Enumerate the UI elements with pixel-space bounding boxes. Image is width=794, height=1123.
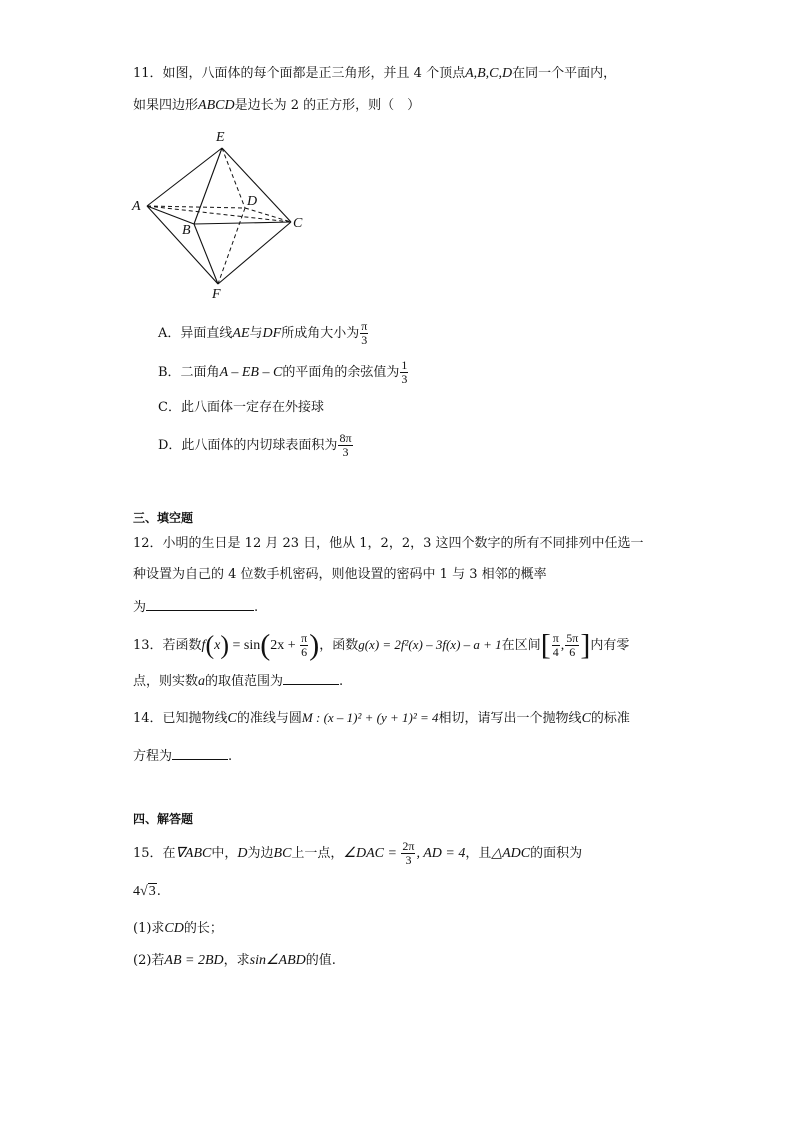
- q15-sub1-text2: 的长；: [183, 921, 223, 936]
- q15-sub1: [133, 919, 223, 939]
- option-a-text3: 所成角大小为: [281, 326, 360, 341]
- q15-line2: 4√3.: [133, 884, 161, 899]
- option-d-fraction: [338, 432, 352, 459]
- frac-num: π: [361, 319, 368, 333]
- option-d-text: D．此八面体的内切球表面积为: [158, 438, 338, 453]
- q13-inner-fraction: [300, 632, 308, 659]
- frac-den: 6: [301, 645, 308, 659]
- frac-num: 1: [401, 358, 408, 372]
- option-a-fraction: [360, 320, 368, 347]
- edge-bf: [194, 224, 218, 284]
- q11-vertices: A,B,C,D: [465, 66, 513, 81]
- q13-text5: 点，则实数: [133, 674, 199, 689]
- option-a-text: A．异面直线: [158, 326, 233, 341]
- label-b: B: [182, 223, 191, 238]
- frac-num: 5π: [566, 631, 579, 645]
- frac-num: 2π: [402, 839, 415, 853]
- q15-angle: ∠DAC =: [343, 846, 401, 861]
- q13-line2: [133, 670, 343, 692]
- q14-text4: 的标准: [590, 711, 630, 726]
- q11-line1: [133, 64, 616, 84]
- option-a-var1: AE: [232, 326, 250, 341]
- edge-bc: [194, 222, 291, 224]
- edge-af: [147, 206, 218, 284]
- q11-stem-text-2: 在同一个平面内，: [512, 66, 617, 81]
- q11-option-a: [158, 318, 369, 350]
- section-header-fill-blank: 三、填空题: [133, 511, 194, 525]
- q14-text3: 相切，请写出一个抛物线: [438, 711, 582, 726]
- q11-option-b: [158, 357, 409, 389]
- edge-cf: [218, 222, 291, 284]
- option-b-text2: 的平面角的余弦值为: [282, 365, 400, 380]
- frac-num: π: [301, 631, 308, 645]
- q13-period: .: [339, 674, 344, 689]
- q15-text5: ，且: [465, 846, 492, 861]
- q12-period: .: [254, 600, 259, 615]
- q13-sin: = sin: [229, 638, 261, 653]
- q12-answer-blank[interactable]: [146, 596, 254, 611]
- q13-x: x: [214, 638, 221, 653]
- option-a-var2: DF: [262, 326, 282, 341]
- q13-text2: ，函数: [319, 638, 359, 653]
- q15-sub2-text3: 的值.: [305, 953, 336, 968]
- q15-line1: [133, 838, 582, 870]
- q14-c: C: [227, 711, 237, 726]
- option-b-text: B．二面角: [158, 365, 220, 380]
- q14-answer-blank[interactable]: [172, 745, 228, 760]
- octahedron-figure: [128, 128, 318, 303]
- q15-text6: 的面积为: [530, 846, 583, 861]
- q14-text: 14．已知抛物线: [133, 711, 228, 726]
- q15-sub2: [133, 951, 336, 971]
- q15-area-coef: 4: [133, 884, 140, 899]
- q13-g-expr: g(x) = 2f²(x) – 3f(x) – a + 1: [358, 637, 502, 652]
- q13-interval-left: [552, 632, 560, 659]
- frac-den: 6: [569, 645, 576, 659]
- q13-interval-right: [565, 632, 579, 659]
- q13-var-a: a: [198, 674, 206, 689]
- q15-text3: 为边: [247, 846, 274, 861]
- q15-triangle: ∇ABC: [175, 846, 212, 861]
- q13-inner: 2x +: [270, 638, 300, 653]
- q14-line1: [133, 708, 630, 729]
- q14-text2: 的准线与圆: [236, 711, 302, 726]
- q15-d: D: [237, 846, 248, 861]
- q12-text: 为: [133, 600, 147, 615]
- label-d: D: [247, 194, 258, 209]
- q11-stem-text-3: 如果四边形: [133, 98, 199, 113]
- q15-text: 15．在: [133, 846, 176, 861]
- option-a-text2: 与: [249, 326, 263, 341]
- q15-ab-eq: AB = 2BD: [164, 953, 224, 968]
- q15-text4: 上一点，: [291, 846, 344, 861]
- frac-den: 4: [552, 645, 559, 659]
- q11-line2: [133, 96, 420, 116]
- option-b-fraction: [400, 359, 408, 386]
- frac-num: 8π: [339, 431, 352, 445]
- label-e: E: [216, 130, 225, 145]
- q15-angle-fraction: [401, 840, 415, 867]
- q15-triangle2: △ADC: [491, 846, 531, 861]
- q14-line2: [133, 745, 232, 767]
- q13-text3: 在区间: [501, 638, 541, 653]
- q13-text6: 的取值范围为: [205, 674, 284, 689]
- frac-den: 3: [401, 372, 408, 386]
- q15-text2: 中，: [211, 846, 238, 861]
- option-b-expr: A – EB – C: [219, 365, 283, 380]
- frac-den: 3: [405, 853, 412, 867]
- label-f: F: [212, 287, 221, 302]
- q13-f: f: [201, 638, 206, 653]
- frac-den: 3: [361, 333, 368, 347]
- q14-text5: 方程为: [133, 749, 173, 764]
- q15-sin-abd: sin∠ABD: [249, 953, 306, 968]
- q12-line1: 12．小明的生日是 12 月 23 日，他从 1，2，2，3 这四个数字的所有不同排列中任选一: [133, 536, 644, 551]
- q14-period: .: [228, 749, 233, 764]
- q15-sub2-text2: ，求: [223, 953, 250, 968]
- q13-text4: 内有零: [590, 638, 630, 653]
- q13-text: 13．若函数: [133, 638, 202, 653]
- q15-bc: BC: [273, 846, 292, 861]
- q11-square-name: ABCD: [198, 98, 235, 113]
- q11-option-d: [158, 430, 354, 462]
- q15-ad: , AD = 4: [416, 846, 466, 861]
- frac-den: 3: [342, 445, 349, 459]
- q12-line2: 种设置为自己的 4 位数手机密码，则他设置的密码中 1 与 3 相邻的概率: [133, 567, 547, 582]
- q11-option-c: [158, 398, 324, 418]
- frac-num: π: [552, 631, 559, 645]
- q11-stem-text: 11．如图，八面体的每个面都是正三角形，并且 4 个顶点: [133, 66, 466, 81]
- option-c-text: C．此八面体一定存在外接球: [158, 400, 324, 415]
- q14-c2: C: [581, 711, 591, 726]
- q15-sub2-text: (2)若: [133, 953, 165, 968]
- section-header-solve: 四、解答题: [133, 812, 194, 826]
- q13-line1: 13．若函数f(x) = sin(2x + $\frac{\pi}{6}$ )，函数g(x) = 2f²(x) – 3f(x) – a + 1在区间[ $\frac{\pi}{4}$ , $\frac{5\pi}{6}$ ]内有零: [133, 628, 630, 662]
- edge-ed-hidden: [222, 148, 245, 208]
- q15-area-radicand: 3: [148, 884, 156, 899]
- q14-circle-eq: M : (x – 1)² + (y + 1)² = 4: [301, 710, 439, 725]
- q15-cd: CD: [164, 921, 184, 936]
- q15-sub1-text: (1)求: [133, 921, 165, 936]
- q15-period: .: [156, 884, 161, 899]
- q13-answer-blank[interactable]: [283, 670, 339, 685]
- label-a: A: [132, 199, 141, 214]
- label-c: C: [293, 216, 303, 231]
- edge-ec: [222, 148, 291, 222]
- q11-stem-text-4: 是边长为 2 的正方形，则（ ）: [234, 98, 421, 113]
- q12-line3: [133, 596, 258, 618]
